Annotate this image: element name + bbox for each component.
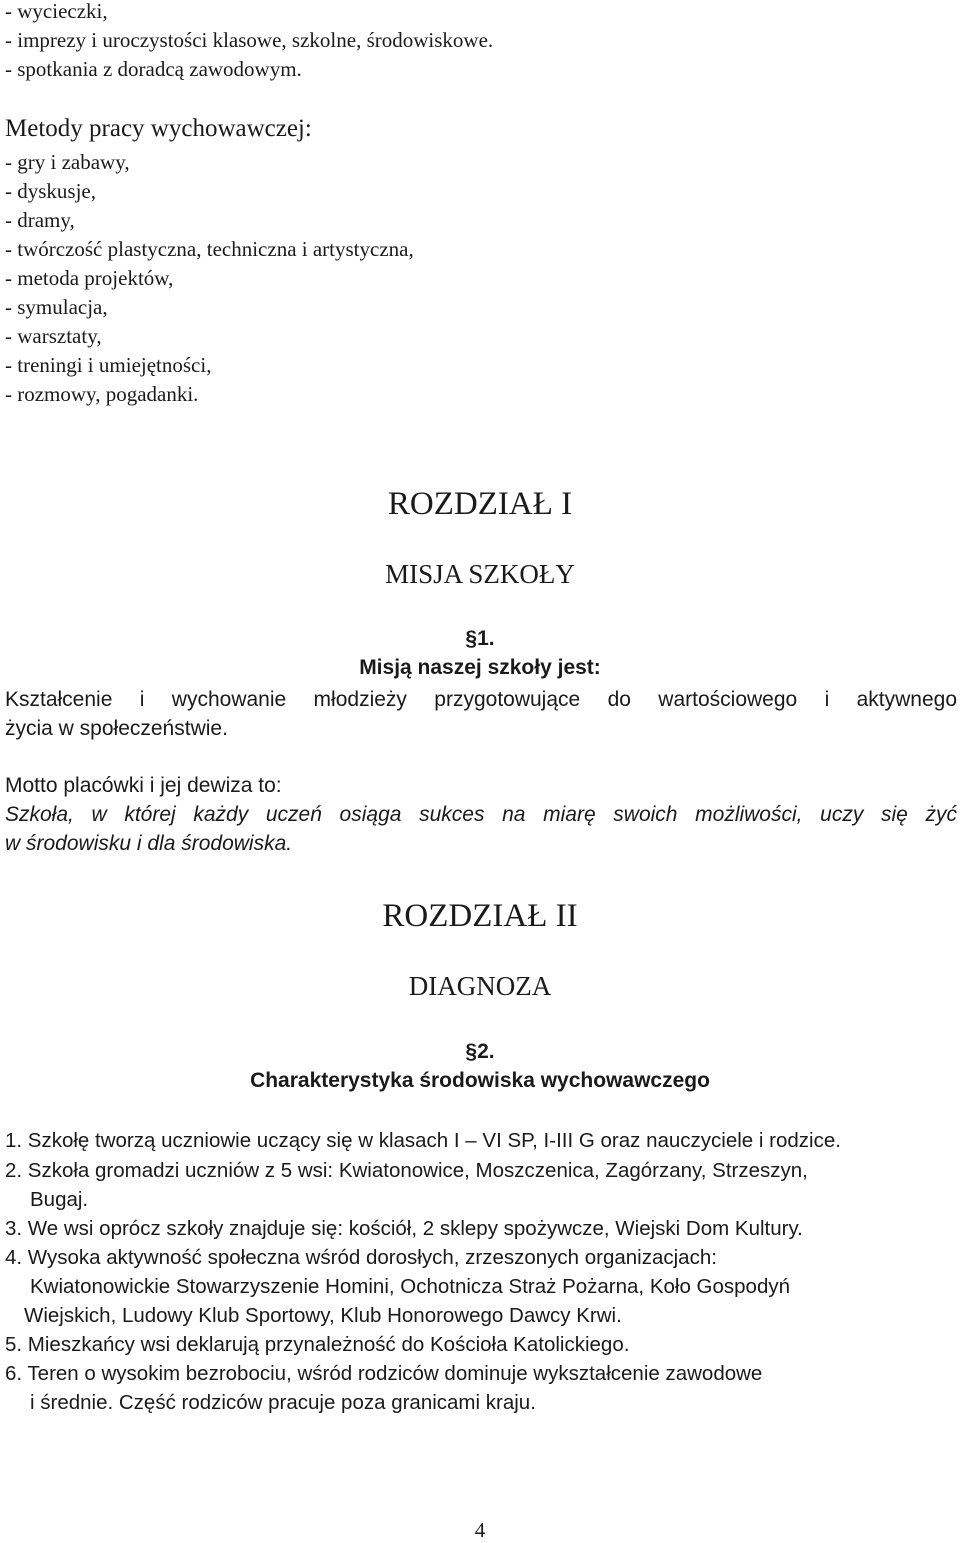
mission-text: życia w społeczeństwie. bbox=[5, 717, 228, 740]
chapter-title: ROZDZIAŁ I bbox=[387, 486, 573, 522]
mission-heading: Misją naszej szkoły jest: bbox=[359, 656, 601, 679]
methods-item: - treningi i umiejętności, bbox=[5, 353, 212, 377]
methods-item: - dyskusje, bbox=[5, 179, 96, 203]
methods-heading: Metody pracy wychowawczej: bbox=[5, 115, 312, 142]
list-item: 5. Mieszkańcy wsi deklarują przynależność do Kościoła Katolickiego. bbox=[5, 1333, 630, 1356]
methods-item: - symulacja, bbox=[5, 295, 108, 319]
list-item-continuation: Bugaj. bbox=[30, 1188, 89, 1211]
section-number: §1. bbox=[465, 627, 495, 650]
motto-text: Szkoła, w której każdy uczeń osiąga sukces na miarę swoich możliwości, uczy się żyć bbox=[5, 803, 957, 826]
chapter-subtitle: MISJA SZKOŁY bbox=[385, 559, 575, 589]
intro-item: - wycieczki, bbox=[5, 0, 108, 23]
list-item: 6. Teren o wysokim bezrobociu, wśród rodziców dominuje wykształcenie zawodowe bbox=[5, 1362, 763, 1385]
methods-item: - dramy, bbox=[5, 208, 75, 232]
section-number: §2. bbox=[465, 1040, 495, 1063]
methods-item: - gry i zabawy, bbox=[5, 150, 130, 174]
list-item-continuation: Wiejskich, Ludowy Klub Sportowy, Klub Honorowego Dawcy Krwi. bbox=[24, 1304, 622, 1327]
methods-item: - rozmowy, pogadanki. bbox=[5, 382, 199, 406]
mission-text: Kształcenie i wychowanie młodzieży przygotowujące do wartościowego i aktywnego bbox=[5, 688, 957, 711]
methods-item: - metoda projektów, bbox=[5, 266, 174, 290]
intro-item: - imprezy i uroczystości klasowe, szkolne, środowiskowe. bbox=[5, 28, 494, 52]
motto-text: w środowisku i dla środowiska. bbox=[5, 832, 293, 855]
list-item: 2. Szkoła gromadzi uczniów z 5 wsi: Kwiatonowice, Moszczenica, Zagórzany, Strzeszyn, bbox=[5, 1159, 808, 1182]
methods-item: - twórczość plastyczna, techniczna i artystyczna, bbox=[5, 237, 414, 261]
list-item: 1. Szkołę tworzą uczniowie uczący się w klasach I – VI SP, I-III G oraz nauczyciele i rodzice. bbox=[5, 1129, 841, 1152]
list-item: 3. We wsi oprócz szkoły znajduje się: kościół, 2 sklepy spożywcze, Wiejski Dom Kultury. bbox=[5, 1217, 803, 1240]
motto-intro: Motto placówki i jej dewiza to: bbox=[5, 774, 282, 797]
methods-item: - warsztaty, bbox=[5, 324, 102, 348]
intro-item: - spotkania z doradcą zawodowym. bbox=[5, 57, 302, 81]
page-number: 4 bbox=[474, 1518, 486, 1542]
chapter-title: ROZDZIAŁ II bbox=[382, 898, 578, 934]
list-item: 4. Wysoka aktywność społeczna wśród dorosłych, zrzeszonych organizacjach: bbox=[5, 1246, 717, 1269]
chapter-subtitle: DIAGNOZA bbox=[408, 971, 552, 1001]
list-item-continuation: Kwiatonowickie Stowarzyszenie Homini, Ochotnicza Straż Pożarna, Koło Gospodyń bbox=[30, 1275, 790, 1298]
section-heading: Charakterystyka środowiska wychowawczego bbox=[250, 1069, 710, 1092]
list-item-continuation: i średnie. Część rodziców pracuje poza granicami kraju. bbox=[30, 1391, 536, 1414]
